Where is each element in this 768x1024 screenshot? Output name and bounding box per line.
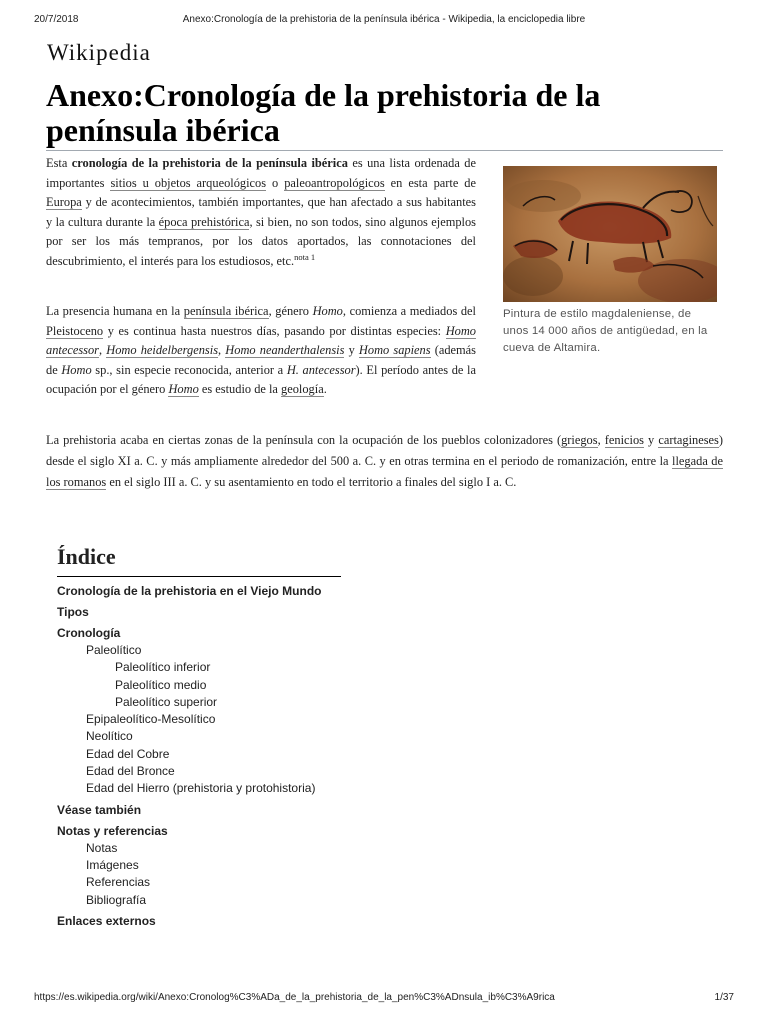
text: en el siglo III a. C. y su asentamiento en todo el territorio a finales del siglo I a. C. xyxy=(106,475,517,489)
link-homo-neanderthalensis[interactable]: Homo neanderthalensis xyxy=(225,343,345,357)
link-fenicios[interactable]: fenicios xyxy=(604,433,644,447)
print-page-number: 1/37 xyxy=(714,992,734,1003)
link-griegos[interactable]: griegos xyxy=(561,433,598,447)
text: o xyxy=(266,175,285,190)
toc-item[interactable]: Paleolítico superior xyxy=(115,694,218,709)
toc-item[interactable]: Notas xyxy=(86,840,118,855)
note-reference[interactable]: nota 1 xyxy=(294,251,316,262)
thumbnail-caption: Pintura de estilo magdaleniense, de unos 14 000 años de antigüedad, en la cueva de Altamira. xyxy=(503,308,708,354)
paragraph-presencia-humana xyxy=(46,302,476,400)
text: y es continua hasta nuestros días, pasando por distintas especies: xyxy=(103,323,446,338)
paragraph-fin-prehistoria xyxy=(46,430,723,493)
text: y de acontecimientos, también importantes, que han afectado a sus habitantes y la cultura durante la xyxy=(46,195,476,229)
toc-item[interactable]: Referencias xyxy=(86,875,151,890)
text: , xyxy=(218,343,226,357)
toc-item[interactable]: Edad del Cobre xyxy=(86,746,170,761)
toc-item[interactable]: Cronología xyxy=(57,626,121,640)
text: La prehistoria acaba en ciertas zonas de la península con la ocupación de los pueblos colonizadores ( xyxy=(46,433,562,447)
link-europa[interactable]: Europa xyxy=(46,195,82,209)
toc-list xyxy=(57,583,347,930)
link-geologia[interactable]: geología xyxy=(281,382,324,396)
title-divider xyxy=(46,150,723,151)
text: y xyxy=(643,433,659,447)
print-header xyxy=(34,14,734,30)
link-homo-heidelbergensis[interactable]: Homo heidelbergensis xyxy=(106,343,219,357)
text: , comienza a mediados del xyxy=(342,304,477,318)
print-date: 20/7/2018 xyxy=(34,14,79,25)
toc-item[interactable]: Imágenes xyxy=(86,857,139,872)
toc-item[interactable]: Notas y referencias xyxy=(57,823,168,838)
text: ). El período antes de la ocupación por el género xyxy=(46,362,477,396)
italic-term: H. antecessor xyxy=(286,362,356,377)
toc-item[interactable]: Neolítico xyxy=(86,729,133,744)
text: , xyxy=(597,433,605,447)
link-homo-antecessor[interactable]: Homo antecessor xyxy=(46,323,476,357)
text: y xyxy=(344,343,359,357)
link-epoca-prehistorica[interactable]: época prehistórica xyxy=(158,214,250,229)
toc-item[interactable]: Epipaleolítico-Mesolítico xyxy=(86,712,216,727)
link-llegada-romanos[interactable]: llegada de los romanos xyxy=(46,454,723,489)
text: , género xyxy=(268,304,313,318)
link-pleistoceno[interactable]: Pleistoceno xyxy=(46,323,104,338)
toc-item[interactable]: Véase también xyxy=(57,802,142,817)
thumbnail xyxy=(503,166,717,357)
toc-title: Índice xyxy=(57,544,341,577)
text: ) desde el siglo XI a. C. y más ampliamente alrededor del 500 a. C. y en otras termina en el periodo de romanización, entre la xyxy=(46,433,724,468)
link-sitios-arqueologicos[interactable]: sitios u objetos arqueológicos xyxy=(110,175,267,190)
toc-item[interactable]: Paleolítico medio xyxy=(115,677,207,692)
link-paleoantropologicos[interactable]: paleoantropológicos xyxy=(284,175,385,190)
toc-item[interactable]: Paleolítico xyxy=(86,643,142,657)
link-peninsula-iberica[interactable]: península ibérica xyxy=(183,304,269,318)
italic-term: Homo xyxy=(61,362,92,377)
text: , xyxy=(99,343,107,357)
toc-item[interactable]: Paleolítico inferior xyxy=(115,660,211,675)
text: es estudio de la xyxy=(198,382,282,396)
toc-item[interactable]: Edad del Hierro (prehistoria y protohistoria) xyxy=(86,781,316,796)
text: . xyxy=(323,382,327,396)
text: Esta xyxy=(46,156,72,170)
toc-item[interactable]: Bibliografía xyxy=(86,892,147,907)
toc-item[interactable]: Edad del Bronce xyxy=(86,764,175,779)
table-of-contents xyxy=(57,544,347,930)
text: sp., sin especie reconocida, anterior a xyxy=(91,362,287,377)
link-homo-sapiens[interactable]: Homo sapiens xyxy=(358,343,431,357)
link-homo[interactable]: Homo xyxy=(168,382,199,396)
text: en esta parte de xyxy=(384,175,476,190)
print-footer xyxy=(34,992,734,1008)
page-title: Anexo:Cronología de la prehistoria de la península ibérica xyxy=(46,77,601,148)
wikipedia-logo[interactable]: Wikipedia xyxy=(47,40,151,65)
text: , si bien, no son todos, sino algunos ejemplos por ser los más tempranos, por los datos aportados, las connotaciones del descubrimiento, el interés para los estudiosos, etc. xyxy=(46,214,477,268)
toc-item[interactable]: Tipos xyxy=(57,605,89,619)
text: es una lista ordenada de importantes xyxy=(46,156,476,190)
text: La presencia humana en la xyxy=(46,304,184,318)
print-title: Anexo:Cronología de la prehistoria de la península ibérica - Wikipedia, la enciclopedia libre xyxy=(182,14,586,25)
toc-item[interactable]: Cronología de la prehistoria en el Viejo Mundo xyxy=(57,584,322,598)
bold-term: cronología de la prehistoria de la península ibérica xyxy=(71,156,348,170)
toc-item[interactable]: Enlaces externos xyxy=(57,913,156,928)
print-url: https://es.wikipedia.org/wiki/Anexo:Cronolog%C3%ADa_de_la_prehistoria_de_la_pen%C3%ADnsula_ib%C3%A9rica xyxy=(34,992,555,1003)
intro-paragraph xyxy=(46,154,476,271)
italic-term: Homo xyxy=(312,304,343,318)
text: (además de xyxy=(46,343,476,377)
altamira-cave-painting-image[interactable] xyxy=(503,166,717,302)
link-cartagineses[interactable]: cartagineses xyxy=(658,433,719,447)
